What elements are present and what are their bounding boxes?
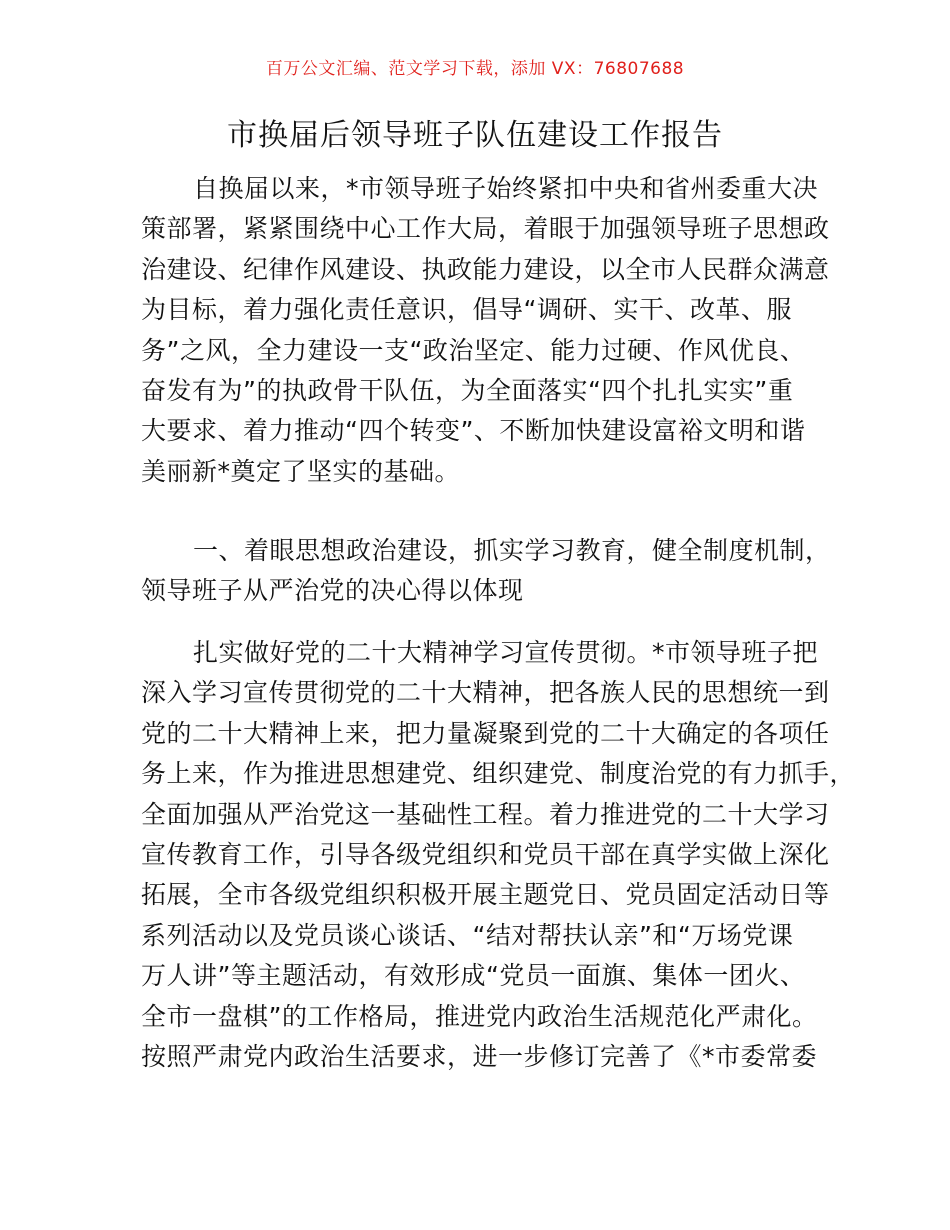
paragraph-line: 宣传教育工作，引导各级党组织和党员干部在真学实做上深化 bbox=[141, 839, 830, 869]
paragraph-line: 全面加强从严治党这一基础性工程。着力推进党的二十大学习 bbox=[141, 799, 830, 829]
paragraph-line: 治建设、纪律作风建设、执政能力建设，以全市人民群众满意 bbox=[141, 254, 830, 284]
paragraph-line: 为目标，着力强化责任意识，倡导“调研、实干、改革、服 bbox=[141, 295, 792, 325]
heading-line: 领导班子从严治党的决心得以体现 bbox=[141, 576, 524, 606]
paragraph-line: 务”之风，全力建设一支“政治坚定、能力过硬、作风优良、 bbox=[141, 335, 806, 365]
paragraph-line: 党的二十大精神上来，把力量凝聚到党的二十大确定的各项任 bbox=[141, 718, 830, 748]
paragraph-line: 系列活动以及党员谈心谈话、“结对帮扶认亲”和“万场党课 bbox=[141, 920, 794, 950]
paragraph-line: 拓展，全市各级党组织积极开展主题党日、党员固定活动日等 bbox=[141, 880, 830, 910]
paragraph-line: 自换届以来，*市领导班子始终紧扣中央和省州委重大决 bbox=[193, 174, 819, 203]
paragraph-line: 深入学习宣传贯彻党的二十大精神，把各族人民的思想统一到 bbox=[141, 678, 830, 708]
heading-line: 一、着眼思想政治建设，抓实学习教育，健全制度机制， bbox=[193, 536, 831, 565]
intro-paragraph bbox=[141, 169, 830, 492]
paragraph-line: 万人讲”等主题活动，有效形成“党员一面旗、集体一团火、 bbox=[141, 961, 806, 991]
body-paragraph bbox=[141, 633, 856, 1077]
paragraph-line: 扎实做好党的二十大精神学习宣传贯彻。*市领导班子把 bbox=[193, 638, 819, 667]
paragraph-line: 务上来，作为推进思想建党、组织建党、制度治党的有力抓手， bbox=[141, 759, 856, 789]
paragraph-line: 全市一盘棋”的工作格局，推进党内政治生活规范化严肃化。 bbox=[141, 1001, 818, 1031]
watermark-banner: 百万公文汇编、范文学习下载，添加 VX：76807688 bbox=[265, 59, 685, 79]
paragraph-line: 奋发有为”的执政骨干队伍，为全面落实“四个扎扎实实”重 bbox=[141, 375, 794, 405]
paragraph-line: 美丽新*奠定了坚实的基础。 bbox=[141, 456, 461, 486]
document-title: 市换届后领导班子队伍建设工作报告 bbox=[227, 118, 723, 153]
paragraph-line: 按照严肃党内政治生活要求，进一步修订完善了《*市委常委 bbox=[141, 1041, 818, 1071]
section-heading bbox=[141, 531, 831, 612]
paragraph-line: 大要求、着力推动“四个转变”、不断加快建设富裕文明和谐 bbox=[141, 416, 806, 446]
paragraph-line: 策部署，紧紧围绕中心工作大局，着眼于加强领导班子思想政 bbox=[141, 214, 830, 244]
